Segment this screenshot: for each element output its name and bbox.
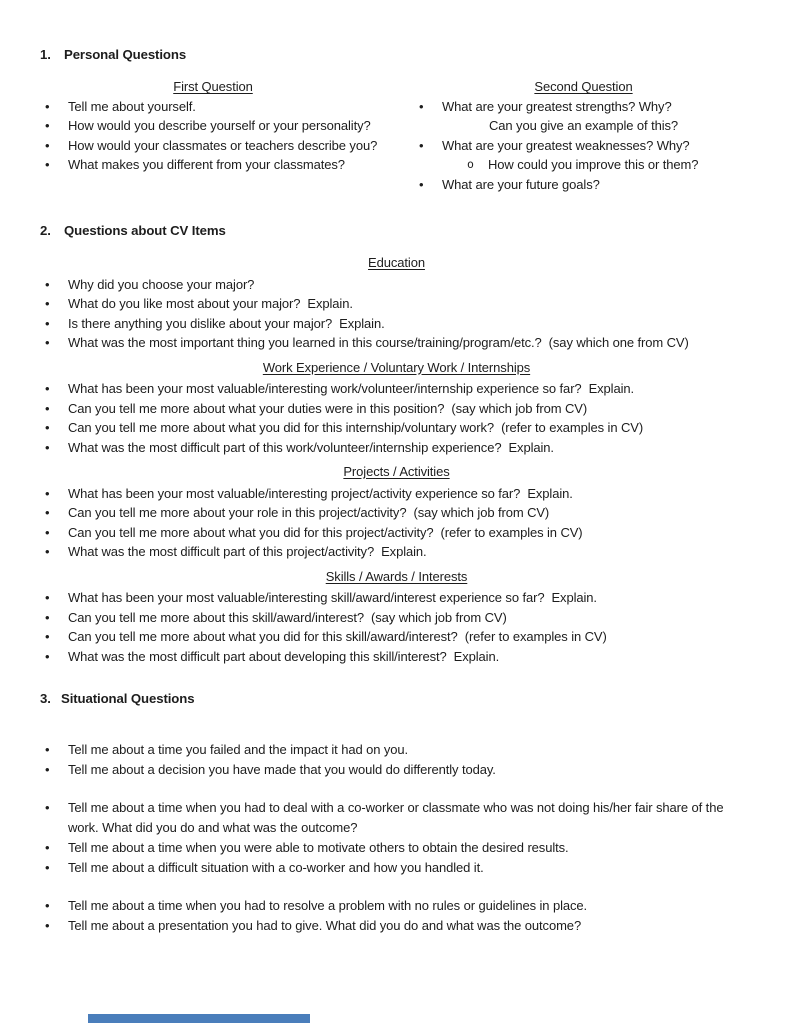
bullet-text: What has been your most valuable/interesting project/activity experience so far? Explain. (68, 485, 573, 501)
section-title-text: Personal Questions (64, 47, 187, 62)
column-heading-second-question: Second Question (534, 79, 633, 94)
bullet-icon: • (45, 335, 50, 350)
bullet-item (40, 760, 753, 780)
bullet-item (40, 740, 753, 760)
bullet-text: Tell me about a difficult situation with a co-worker and how you handled it. (68, 860, 484, 875)
section-title (40, 222, 753, 239)
section-personal-questions (40, 46, 753, 194)
bullet-text: What are your greatest weaknesses? Why? (442, 137, 690, 153)
section-number: 2. (40, 223, 51, 238)
bullet-icon: • (419, 176, 424, 192)
bullet-item (40, 647, 753, 667)
bullet-icon: • (45, 400, 50, 416)
bullet-item (40, 379, 753, 399)
bullet-icon: • (45, 918, 50, 933)
bullet-text: Tell me about a time you failed and the impact it had on you. (68, 742, 409, 757)
bullet-text: Tell me about a presentation you had to give. What did you do and what was the outcome? (68, 918, 582, 933)
bullet-item (40, 418, 753, 438)
bullet-icon: • (45, 860, 50, 875)
bullet-item (414, 136, 753, 156)
bullet-item (414, 97, 753, 117)
bullet-icon: • (45, 544, 50, 559)
second-question-column (414, 77, 753, 194)
bullet-text: Can you tell me more about what you did for this skill/award/interest? (refer to examples in CV) (68, 629, 607, 644)
bullet-text: Can you tell me more about what your duties were in this position? (say which job from CV) (68, 400, 588, 416)
subsection-heading: Work Experience / Voluntary Work / Internships (262, 359, 531, 375)
bullet-icon: • (45, 648, 50, 664)
bullet-text: What was the most difficult part of this work/volunteer/internship experience? Explain. (68, 439, 554, 455)
first-question-list (40, 97, 386, 175)
bullet-icon: • (45, 296, 50, 311)
bullet-item (40, 608, 753, 628)
section-number: 3. (40, 691, 51, 706)
bullet-text: Tell me about a time when you had to resolve a problem with no rules or guidelines in place. (68, 898, 588, 913)
bullet-icon: • (45, 157, 50, 172)
bullet-icon: • (45, 629, 50, 644)
bullet-icon: • (45, 800, 50, 815)
subsection-heading: Education (368, 255, 425, 270)
bullet-icon: • (45, 137, 50, 153)
bullet-text: What was the most difficult part about developing this skill/interest? Explain. (68, 648, 500, 664)
bullet-text: Can you tell me more about this skill/award/interest? (say which job from CV) (68, 609, 507, 625)
section-title (40, 690, 753, 707)
section-title (40, 46, 753, 63)
subsection-heading: Projects / Activities (343, 464, 450, 479)
bullet-item (40, 275, 753, 295)
bullet-item (40, 627, 753, 647)
section-number: 1. (40, 47, 51, 62)
bullet-text: How could you improve this or them? (488, 157, 699, 172)
bullet-text: What was the most difficult part of this project/activity? Explain. (68, 544, 427, 559)
bullet-icon: • (45, 898, 50, 913)
second-question-list (414, 97, 753, 195)
bullet-item (40, 97, 386, 117)
bullet-item (40, 438, 753, 458)
bullet-icon: • (45, 98, 50, 114)
bullet-text: Tell me about a time when you had to deal with a co-worker or classmate who was not doing his/her fair share of the work. What did you do and what was the outcome? (68, 800, 727, 835)
bullet-text: Tell me about a decision you have made that you would do differently today. (68, 762, 496, 777)
bullet-item (40, 333, 753, 353)
question-group (40, 896, 753, 936)
bullet-continuation-text: Can you give an example of this? (489, 118, 679, 133)
section-cv-items (40, 222, 753, 666)
bullet-icon: • (45, 276, 50, 292)
bullet-text: Tell me about a time when you were able to motivate others to obtain the desired results. (68, 840, 569, 855)
bullet-icon: • (45, 742, 50, 757)
cv-item-groups (40, 253, 753, 666)
bullet-item (40, 542, 753, 562)
bullet-item (40, 858, 753, 878)
bullet-text: What makes you different from your classmates? (68, 157, 345, 172)
bullet-text: How would you describe yourself or your personality? (68, 118, 371, 133)
bullet-icon: • (45, 609, 50, 625)
bullet-item (40, 896, 753, 916)
section-title-text: Situational Questions (61, 691, 195, 706)
bullet-text: Can you tell me more about what you did for this internship/voluntary work? (refer to examples in CV) (68, 420, 644, 435)
bullet-item (40, 136, 386, 156)
bullet-icon: • (45, 524, 50, 540)
bullet-icon: • (45, 505, 50, 520)
bullet-icon: • (419, 98, 424, 114)
bullet-item (40, 523, 753, 543)
bullet-item (40, 798, 753, 838)
bullet-item (40, 116, 386, 136)
bullet-text: Why did you choose your major? (68, 276, 255, 292)
bullet-item (40, 916, 753, 936)
two-column-area (40, 77, 753, 194)
bullet-icon: • (419, 137, 424, 153)
bullet-text: Can you tell me more about your role in this project/activity? (say which job from CV) (68, 505, 550, 520)
bullet-item (40, 503, 753, 523)
bullet-text: What has been your most valuable/interesting skill/award/interest experience so far? Explain. (68, 590, 597, 605)
next-page-fragment-bar (88, 1014, 310, 1023)
bullet-text: What has been your most valuable/interesting work/volunteer/internship experience so far? Explain. (68, 381, 635, 396)
question-group (40, 740, 753, 780)
bullet-icon: • (45, 381, 50, 396)
bullet-item (40, 155, 386, 175)
bullet-text: What are your greatest strengths? Why? (442, 98, 672, 114)
bullet-icon: • (45, 840, 50, 855)
section-title-text: Questions about CV Items (64, 223, 226, 238)
bullet-text: What are your future goals? (442, 176, 600, 192)
bullet-item (40, 484, 753, 504)
situational-question-groups (40, 740, 753, 936)
question-group (40, 798, 753, 878)
bullet-item (40, 838, 753, 858)
bullet-item (40, 314, 753, 334)
bullet-icon: • (45, 485, 50, 501)
bullet-text: What was the most important thing you learned in this course/training/program/etc.? (say which one from CV) (68, 335, 689, 350)
bullet-icon: • (45, 118, 50, 133)
bullet-item (40, 399, 753, 419)
bullet-item (40, 294, 753, 314)
bullet-item (414, 175, 753, 195)
bullet-icon: • (45, 439, 50, 455)
bullet-icon: • (45, 590, 50, 605)
bullet-item (414, 155, 753, 175)
bullet-icon: • (45, 315, 50, 331)
bullet-text: What do you like most about your major? Explain. (68, 296, 353, 311)
section-situational-questions (40, 690, 753, 936)
bullet-text: How would your classmates or teachers describe you? (68, 137, 378, 153)
sub-bullet-icon: o (467, 157, 474, 171)
first-question-column (40, 77, 386, 194)
bullet-icon: • (45, 420, 50, 435)
column-heading-first-question: First Question (173, 79, 253, 94)
bullet-icon: • (45, 762, 50, 777)
bullet-text: Tell me about yourself. (68, 98, 196, 114)
bullet-text: Can you tell me more about what you did for this project/activity? (refer to examples in CV) (68, 524, 583, 540)
bullet-text: Is there anything you dislike about your major? Explain. (68, 315, 385, 331)
subsection-heading: Skills / Awards / Interests (325, 568, 468, 584)
bullet-item (40, 588, 753, 608)
